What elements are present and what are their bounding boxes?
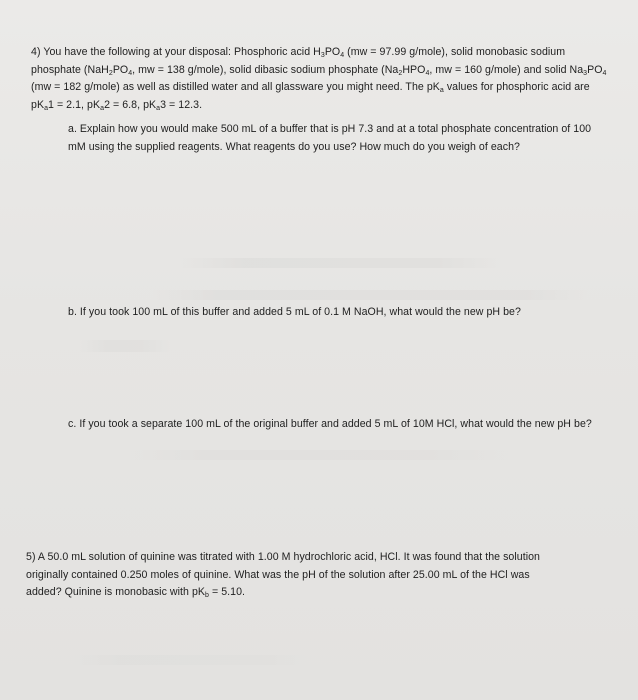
- question-4b-line-1: b. If you took 100 mL of this buffer and added 5 mL of 0.1 M NaOH, what would the new pH be?: [68, 306, 521, 318]
- bleed-through-text: [70, 655, 310, 665]
- bleed-through-text: [150, 290, 590, 300]
- question-5-line-3: added? Quinine is monobasic with $pK_b = 5.10$.: [26, 586, 246, 599]
- question-4a-line-2: mM using the supplied reagents. What reagents do you use? How much do you weigh of each?: [68, 140, 520, 153]
- question-4b: [68, 304, 521, 322]
- question-5-line-1: 5) A 50.0 mL solution of quinine was titrated with 1.00 M hydrochloric acid, HCl. It was found that the solution: [26, 551, 540, 563]
- question-4c: [68, 416, 592, 434]
- question-4a-line-1: a. Explain how you would make 500 mL of a buffer that is pH 7.3 and at a total phosphate concentration of 100: [68, 123, 592, 135]
- bleed-through-text: [130, 450, 510, 460]
- bleed-through-text: [80, 340, 170, 352]
- question-4-line-3: (mw = 182 g/mole) as well as distilled water and all glassware you might need. The $pK_a$ values for phosphoric acid are: [31, 81, 590, 94]
- question-4-line-1: 4) You have the following at your disposal: Phosphoric acid $H_3PO_4$ (mw = 97.99 g/mole), solid monobasic sodium: [31, 46, 566, 59]
- bleed-through-text: [180, 258, 500, 268]
- question-4-line-4: $pK_a1 = 2.1$, $pK_a2 = 6.8$, $pK_a3 = 12.3$.: [31, 98, 203, 112]
- question-4c-line-1: c. If you took a separate 100 mL of the original buffer and added 5 mL of 10M HCl, what would the new pH be?: [68, 418, 592, 430]
- question-4a: [68, 121, 591, 156]
- question-5: [26, 549, 540, 602]
- question-4-line-2: phosphate ($NaH_2PO_4$, mw = 138 g/mole), solid dibasic sodium phosphate ($Na_2HPO_4$, mw = 160 g/mole) and solid $Na_3PO_4$: [31, 63, 607, 77]
- question-4: [31, 44, 606, 114]
- question-5-line-2: originally contained 0.250 moles of quinine. What was the pH of the solution after 25.00 mL of the HCl was: [26, 568, 530, 581]
